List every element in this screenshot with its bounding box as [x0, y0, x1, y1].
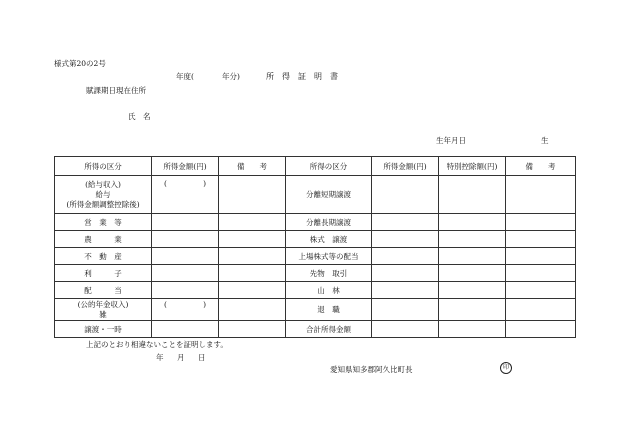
form-number: 様式第20の2号: [54, 59, 106, 68]
category-line: 雑: [99, 309, 107, 319]
birth-suffix: 生: [541, 136, 549, 145]
special-deduction-field[interactable]: [439, 265, 506, 282]
income-category: 山 林: [286, 282, 372, 299]
amount-field[interactable]: [152, 214, 219, 231]
special-deduction-field[interactable]: [439, 214, 506, 231]
remarks-field[interactable]: [506, 214, 576, 231]
remarks-field[interactable]: [506, 176, 576, 214]
amount-field[interactable]: [152, 282, 219, 299]
remarks-field[interactable]: [219, 265, 286, 282]
income-category: 退 職: [286, 299, 372, 321]
certification-text: 上記のとおり相違ないことを証明します。: [86, 340, 228, 349]
amount-field[interactable]: [372, 248, 439, 265]
table-row: [55, 176, 576, 214]
income-category-salary: [55, 176, 152, 214]
income-category: 譲渡・一時: [55, 321, 152, 338]
header-cell: 備 考: [219, 157, 286, 176]
official-seal-icon: 印: [500, 362, 512, 374]
remarks-field[interactable]: [219, 282, 286, 299]
header-cell: 所得の区分: [286, 157, 372, 176]
header-cell: 所得の区分: [55, 157, 152, 176]
remarks-field[interactable]: [506, 321, 576, 338]
amount-field[interactable]: [152, 321, 219, 338]
remarks-field[interactable]: [219, 299, 286, 321]
amount-field[interactable]: [152, 265, 219, 282]
table-row: [55, 248, 576, 265]
category-line: (所得金額調整控除後): [66, 199, 140, 209]
income-category: 農 業: [55, 231, 152, 248]
special-deduction-field[interactable]: [439, 231, 506, 248]
remarks-field[interactable]: [219, 176, 286, 214]
table-row: [55, 214, 576, 231]
paren-close: ): [203, 179, 206, 188]
remarks-field[interactable]: [506, 282, 576, 299]
name-label: 氏 名: [128, 112, 151, 121]
amount-field[interactable]: [372, 214, 439, 231]
birth-date-label: 生年月日: [436, 136, 466, 145]
income-category: 不 動 産: [55, 248, 152, 265]
year-label: 年度(: [176, 72, 194, 81]
year-suffix: 年分): [222, 72, 240, 81]
document-title: 所 得 証 明 書: [266, 72, 338, 81]
special-deduction-field[interactable]: [439, 176, 506, 214]
table-row: [55, 231, 576, 248]
date-line: 年 月 日: [156, 353, 209, 362]
issuer-name: 愛知県知多郡阿久比町長: [330, 365, 413, 374]
income-category: 分離長期譲渡: [286, 214, 372, 231]
income-table: [54, 156, 576, 338]
total-amount-field[interactable]: [372, 321, 439, 338]
table-row: [55, 265, 576, 282]
table-header-row: [55, 157, 576, 176]
remarks-field[interactable]: [506, 231, 576, 248]
category-line: 給与: [95, 189, 111, 199]
paren-close: ): [203, 300, 206, 309]
table-row: [55, 321, 576, 338]
amount-field[interactable]: [152, 231, 219, 248]
amount-field[interactable]: [372, 265, 439, 282]
remarks-field[interactable]: [219, 231, 286, 248]
special-deduction-field[interactable]: [439, 299, 506, 321]
income-category: 分離短期譲渡: [286, 176, 372, 214]
income-category: 利 子: [55, 265, 152, 282]
header-cell: 特別控除額(円): [439, 157, 506, 176]
amount-field[interactable]: [372, 282, 439, 299]
remarks-field[interactable]: [219, 214, 286, 231]
amount-field[interactable]: [152, 248, 219, 265]
income-category: 株式 譲渡: [286, 231, 372, 248]
remarks-field[interactable]: [219, 321, 286, 338]
remarks-field[interactable]: [506, 299, 576, 321]
special-deduction-field[interactable]: [439, 248, 506, 265]
remarks-field[interactable]: [506, 248, 576, 265]
remarks-field[interactable]: [506, 265, 576, 282]
header-cell: 備 考: [506, 157, 576, 176]
special-deduction-field[interactable]: [439, 321, 506, 338]
income-category: 上場株式等の配当: [286, 248, 372, 265]
table-row: [55, 282, 576, 299]
income-category-pension: [55, 299, 152, 321]
paren-open: (: [164, 300, 167, 309]
header-cell: 所得金額(円): [372, 157, 439, 176]
amount-field[interactable]: [372, 299, 439, 321]
header-cell: 所得金額(円): [152, 157, 219, 176]
paren-open: (: [164, 179, 167, 188]
amount-field[interactable]: [372, 231, 439, 248]
special-deduction-field[interactable]: [439, 282, 506, 299]
amount-field[interactable]: [152, 299, 219, 321]
income-category: 営 業 等: [55, 214, 152, 231]
table-row: [55, 299, 576, 321]
category-line: (公的年金収入): [77, 299, 129, 309]
amount-field[interactable]: [372, 176, 439, 214]
remarks-field[interactable]: [219, 248, 286, 265]
income-category-total: 合計所得金額: [286, 321, 372, 338]
income-category: 配 当: [55, 282, 152, 299]
income-category: 先物 取引: [286, 265, 372, 282]
amount-field[interactable]: [152, 176, 219, 214]
address-label: 賦課期日現在住所: [86, 86, 146, 95]
category-line: (給与収入): [85, 179, 121, 189]
